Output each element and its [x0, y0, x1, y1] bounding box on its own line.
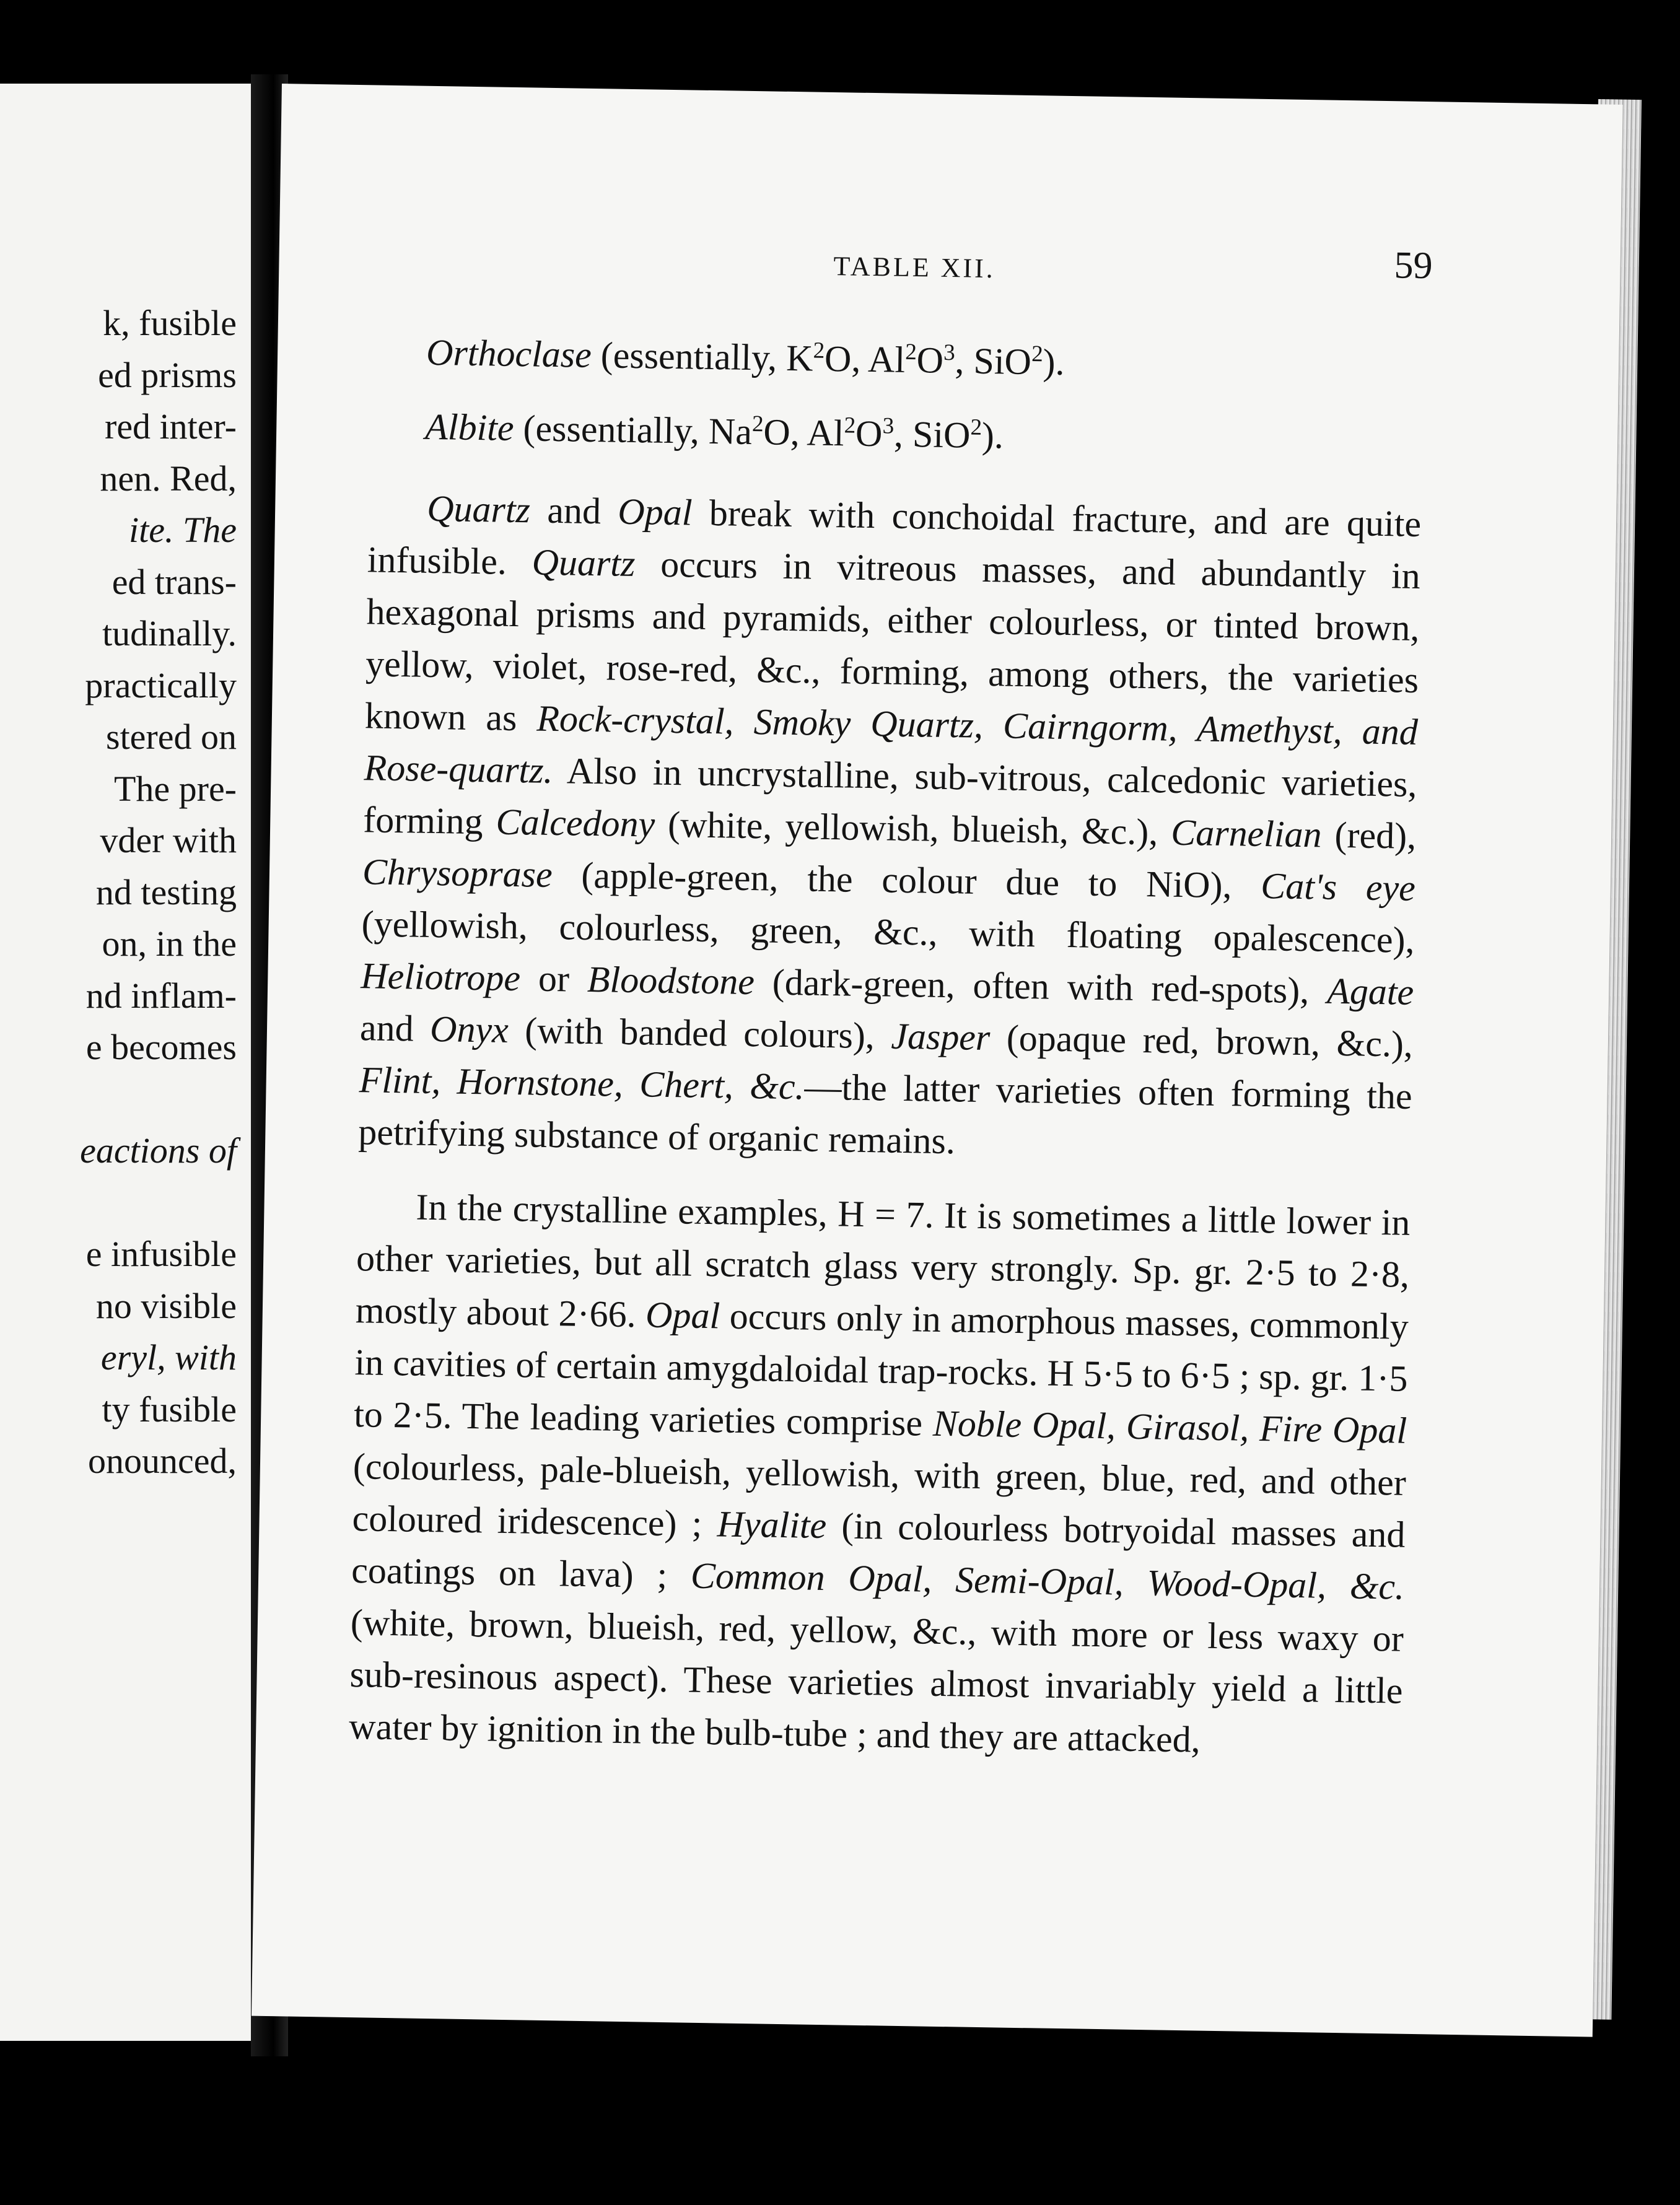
left-line: onounced, [88, 1441, 237, 1481]
paragraph-quartz-opal [358, 481, 1422, 1174]
mineral-name: Quartz [532, 541, 636, 585]
mineral-name: Quartz [426, 487, 531, 531]
text-run: (dark-green, often with red-spots), [754, 961, 1328, 1011]
left-line: red inter- [105, 406, 237, 447]
formula-text: ). [1043, 341, 1065, 383]
formula-sup: 2 [1031, 341, 1044, 367]
left-line: ty fusible [102, 1389, 237, 1430]
page-number: 59 [1394, 244, 1433, 287]
formula-sup: 2 [904, 339, 917, 365]
text-run: occurs in vitreous masses, and abundantly in hexagonal prisms and pyramids, either colourless, or tinted brown, yellow, violet, rose-red, &c., forming, among others, the varieties known as [364, 543, 1421, 739]
formula-text: O, Al [763, 411, 845, 454]
formula-text: ). [981, 414, 1004, 456]
text-run: In the crystalline examples, H = 7. It is sometimes a little lower in other varieties, but all scratch glass very strongly. Sp. gr. 2·5 to 2·8, mostly about 2·66. [355, 1186, 1411, 1335]
left-page-text [80, 297, 237, 1487]
mineral-name: Heliotrope [360, 955, 521, 999]
mineral-name: Opal [645, 1294, 720, 1337]
orthoclase-formula [426, 315, 1065, 400]
text-run: (red), [1321, 814, 1417, 857]
mineral-name: Calcedony [496, 801, 655, 845]
left-line: k, fusible [103, 303, 237, 343]
formula-block [424, 315, 1065, 474]
mineral-name: Albite [424, 406, 515, 448]
formula-text: O [916, 339, 944, 381]
mineral-name: Common Opal, Semi-Opal, Wood-Opal, &c. [690, 1555, 1405, 1607]
mineral-name: Onyx [429, 1008, 509, 1050]
left-line: ed trans- [112, 561, 237, 602]
left-line: nd testing [95, 871, 237, 912]
formula-sup: 2 [844, 413, 856, 439]
left-line-gap [80, 1073, 237, 1125]
mineral-name: Rock-crystal, Smoky Quartz, Cairngorm, Amethyst, and Rose-quartz. [364, 697, 1419, 792]
mineral-name: Hyalite [717, 1503, 827, 1547]
formula-sup: 2 [813, 338, 825, 364]
text-run: or [520, 958, 588, 1000]
text-run: (with banded colours), [508, 1009, 891, 1057]
text-run: (colourless, pale-blueish, yellowish, with green, blue, red, and other coloured iridescence) ; [352, 1446, 1407, 1545]
left-line: vder with [100, 820, 237, 860]
text-run: —the latter varieties often forming the petrifying substance of organic remains. [357, 1066, 1413, 1162]
formula-text: (essentially, Na [514, 407, 753, 452]
mineral-name: Agate [1326, 970, 1414, 1013]
mineral-name: Jasper [890, 1015, 991, 1059]
text-run: (white, yellowish, blueish, &c.), [654, 803, 1171, 853]
formula-sup: 2 [970, 414, 982, 440]
mineral-name: Orthoclase [426, 331, 592, 375]
text-run: and [530, 489, 619, 532]
mineral-name: Opal [617, 491, 693, 533]
mineral-name: Chrysoprase [362, 851, 553, 896]
left-line: tudinally. [102, 613, 237, 653]
left-line: eactions of [80, 1130, 237, 1171]
text-run: (white, brown, blueish, red, yellow, &c., with more or less waxy or sub-resinous aspect). These varieties almost invariably yield a little water by ignition in the bulb-tube ; and they are attacked, [348, 1602, 1404, 1760]
text-run: and [359, 1007, 431, 1049]
right-page [252, 84, 1623, 2037]
formula-sup: 2 [751, 411, 764, 437]
left-line: nen. Red, [100, 458, 237, 499]
left-line: no visible [95, 1285, 237, 1326]
text-run: (yellowish, colourless, green, &c., with floating opalescence), [361, 903, 1415, 961]
formula-text: O [855, 413, 883, 455]
text-run: break with conchoidal fracture, and are quite infusible. [367, 492, 1422, 583]
albite-formula [424, 390, 1064, 474]
text-run: (opaque red, brown, &c.), [989, 1017, 1414, 1065]
left-line: ed prisms [98, 354, 237, 395]
left-line-gap [80, 1177, 237, 1229]
text-run: Also in uncrystalline, sub-vitrous, calcedonic varieties, forming [362, 750, 1417, 842]
left-line: practically [85, 665, 237, 705]
left-line: e infusible [85, 1234, 237, 1274]
formula-sup: 3 [882, 413, 895, 439]
left-page [0, 84, 261, 2041]
left-line: nd inflam- [85, 975, 237, 1016]
formula-text: O, Al [824, 338, 906, 380]
mineral-name: Cat's eye [1260, 865, 1416, 909]
left-line: e becomes [85, 1027, 237, 1067]
formula-text: , SiO [893, 413, 971, 456]
left-line: eryl, with [100, 1337, 237, 1378]
text-run: occurs only in amorphous masses, commonly in cavities of certain amygdaloidal trap-rocks. H 5·5 to 6·5 ; sp. gr. 1·5 to 2·5. The leading varieties comprise [353, 1295, 1409, 1444]
text-run: (apple-green, the colour due to NiO), [552, 854, 1261, 906]
mineral-name: Carnelian [1170, 811, 1323, 855]
formula-text: , SiO [955, 340, 1032, 383]
mineral-name: Noble Opal, Girasol, Fire Opal [932, 1402, 1407, 1451]
left-line: stered on [106, 717, 237, 757]
formula-text: (essentially, K [591, 334, 813, 379]
formula-sup: 3 [943, 339, 956, 366]
left-line: The pre- [113, 768, 237, 809]
text-run: (in colourless botryoidal masses and coatings on lava) ; [351, 1505, 1406, 1596]
paragraph-hardness-opal [349, 1180, 1411, 1769]
left-line: ite. The [129, 510, 237, 550]
running-head: TABLE XII. [833, 251, 996, 284]
mineral-name: Flint, Hornstone, Chert, &c. [359, 1059, 805, 1107]
left-line: on, in the [102, 923, 237, 964]
mineral-name: Bloodstone [587, 958, 755, 1003]
body-text [348, 481, 1422, 1791]
